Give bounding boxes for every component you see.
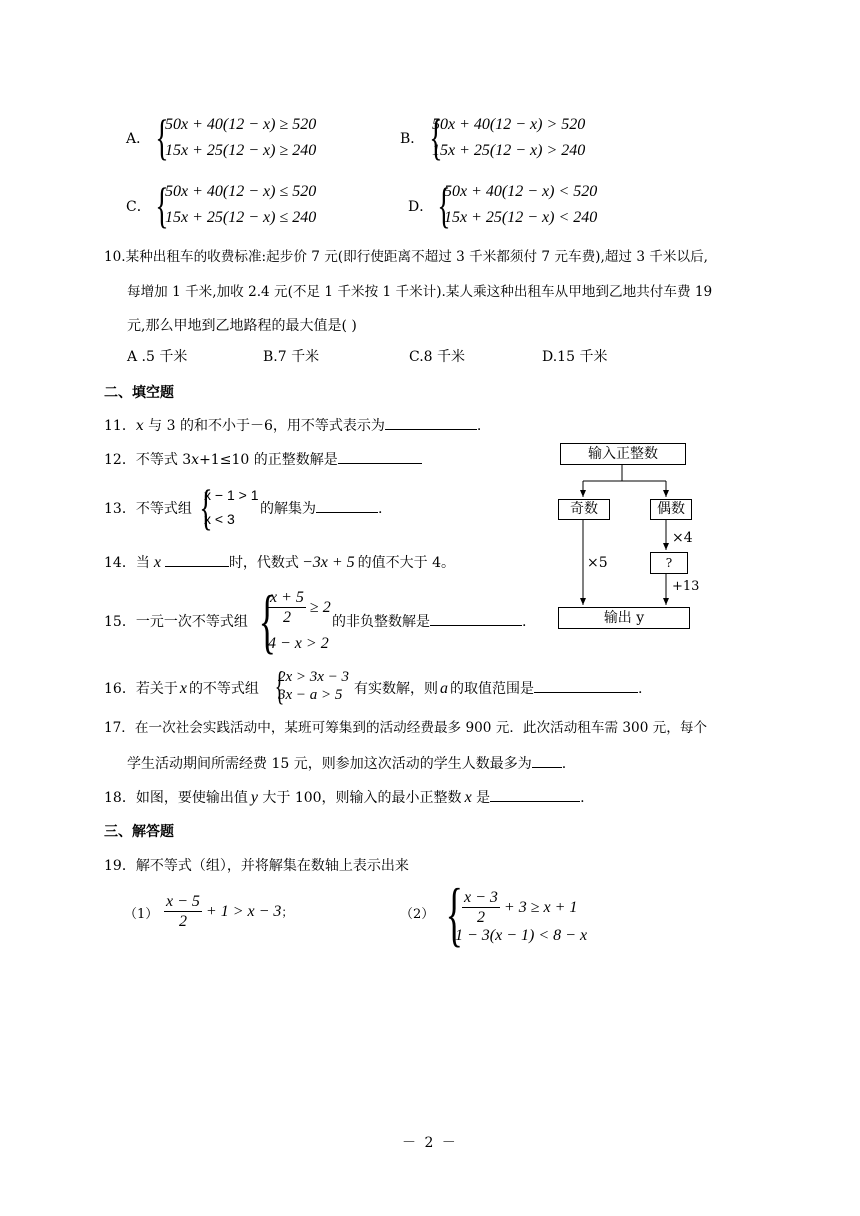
q15-post: 的非负整数解是 xyxy=(332,614,430,630)
q19-part2-rest: + 3 ≥ x + 1 xyxy=(503,899,578,916)
q11-text: 与 3 的和不小于－6，用不等式表示为 xyxy=(143,418,385,434)
q10-option-c: C.8 千米 xyxy=(409,349,466,365)
q17-end: . xyxy=(561,756,567,772)
q11-var-x: x xyxy=(135,418,144,434)
q9-option-d-line1: 50x + 40(12 − x) < 520 xyxy=(444,183,598,200)
q9-option-a-line1: 50x + 40(12 − x) ≥ 520 xyxy=(165,116,317,133)
q17-line1: 17．在一次社会实践活动中，某班可筹集到的活动经费最多 900 元．此次活动租车需 300 元，每个 xyxy=(104,720,708,736)
q13-line2: x < 3 xyxy=(204,511,235,527)
q19-part2-num: x − 3 xyxy=(464,889,498,906)
q18-var-y: y xyxy=(250,789,258,806)
q10-option-d: D.15 千米 xyxy=(542,349,608,365)
q19-part1-num: x − 5 xyxy=(166,893,200,910)
q14-prefix: 14．当 xyxy=(104,555,150,571)
q19-text: 19．解不等式（组），并将解集在数轴上表示出来 xyxy=(104,858,409,874)
q9-option-a-brace: { xyxy=(155,109,169,165)
q15-prefix: 15．一元一次不等式组 xyxy=(104,614,248,630)
q16-line2: 3x − a > 5 xyxy=(278,687,343,703)
q15-brace: { xyxy=(258,581,276,661)
q13-brace: { xyxy=(199,479,213,535)
q10-line2: 每增加 1 千米,加收 2.4 元(不足 1 千米按 1 千米计).某人乘这种出租车从甲地到乙地共付车费 19 xyxy=(127,284,713,300)
q19-part1-label: （1） xyxy=(124,907,159,922)
q12-text: +1≤10 的正整数解是 xyxy=(199,452,338,468)
q16-brace: { xyxy=(274,663,285,708)
q9-option-d-label: D． xyxy=(408,199,434,215)
q9-option-c-label: C． xyxy=(126,199,151,215)
flow-label-plus13: +13 xyxy=(672,579,700,594)
q9-option-b-line1: 50x + 40(12 − x) > 520 xyxy=(432,116,586,133)
q16-var-a: a xyxy=(440,680,448,697)
q15-relation: ≥ 2 xyxy=(309,599,331,616)
q15-fraction-den: 2 xyxy=(282,609,291,626)
q16-prefix: 16．若关于 xyxy=(104,681,178,697)
q16-var-x: x xyxy=(179,680,187,697)
q15-end: . xyxy=(522,614,527,630)
q9-option-c-line2: 15x + 25(12 − x) ≤ 240 xyxy=(165,209,317,226)
flow-box-output: 输出 y xyxy=(558,607,690,629)
q19-part1-end: ； xyxy=(281,905,294,919)
q14-var-x: x xyxy=(153,554,161,571)
q10-line1: 10.某种出租车的收费标准:起步价 7 元(即行使距离不超过 3 千米都须付 7 元车费),超过 3 千米以后, xyxy=(104,249,708,265)
q19-part2-line2: 1 − 3(x − 1) < 8 − x xyxy=(455,927,588,944)
q13-post: 的解集为 xyxy=(260,501,316,517)
q14-expression: −3x + 5 xyxy=(301,554,355,571)
q17-line2: 学生活动期间所需经费 15 元，则参加这次活动的学生人数最多为 xyxy=(127,756,532,772)
q15-line2: 4 − x > 2 xyxy=(268,635,329,652)
q9-option-a-line2: 15x + 25(12 − x) ≥ 240 xyxy=(165,142,317,159)
q13-line1: x − 1 > 1 xyxy=(204,487,259,503)
q16-mid: 的不等式组 xyxy=(188,681,259,697)
q9-option-b-line2: 15x + 25(12 − x) > 240 xyxy=(432,142,586,159)
q16-line1: 2x > 3x − 3 xyxy=(278,669,350,685)
q13-end: . xyxy=(378,501,383,517)
q18-end: . xyxy=(580,790,585,806)
q16-post1: 有实数解，则 xyxy=(354,681,438,697)
page-number: － 2 － xyxy=(402,1135,458,1151)
q12-var-x: x xyxy=(191,452,200,468)
q16-end: . xyxy=(638,681,643,697)
q11-prefix: 11． xyxy=(104,418,136,434)
q9-option-b-label: B． xyxy=(400,131,425,147)
q12-prefix: 12．不等式 3 xyxy=(104,452,192,468)
q18-prefix: 18．如图，要使输出值 xyxy=(104,790,248,806)
q18-mid: 大于 100，则输入的最小正整数 xyxy=(257,790,462,806)
q19-part2-brace: { xyxy=(445,874,463,954)
q10-line3: 元,那么甲地到乙地路程的最大值是( ) xyxy=(127,318,357,334)
q13-prefix: 13．不等式组 xyxy=(104,501,192,517)
q10-option-a: A .5 千米 xyxy=(127,349,188,365)
flow-label-times5: ×5 xyxy=(587,555,608,571)
q19-part2-den: 2 xyxy=(476,909,485,926)
flow-box-input: 输入正整数 xyxy=(560,443,686,465)
q19-part1-rest: + 1 > x − 3 xyxy=(205,903,282,920)
q9-option-c-line1: 50x + 40(12 − x) ≤ 520 xyxy=(165,183,317,200)
q19-part2-label: （2） xyxy=(400,907,435,922)
q9-option-c-brace: { xyxy=(155,177,169,233)
q9-option-d-line2: 15x + 25(12 − x) < 240 xyxy=(444,209,598,226)
q9-option-d-brace: { xyxy=(437,177,451,233)
q19-part1-den: 2 xyxy=(178,913,187,930)
q9-option-a-label: A． xyxy=(126,131,151,147)
q14-mid: 时，代数式 xyxy=(228,555,299,571)
flow-box-unknown: ? xyxy=(650,552,688,574)
q11-end: . xyxy=(476,418,482,434)
section-heading-solve: 三、解答题 xyxy=(104,824,174,840)
q14-post: 的值不大于 4。 xyxy=(357,555,455,571)
q16-post2: 的取值范围是 xyxy=(450,681,534,697)
q18-post: 是 xyxy=(471,790,491,806)
q15-fraction-num: x + 5 xyxy=(270,589,304,606)
flow-box-even: 偶数 xyxy=(650,499,692,520)
flow-label-times4: ×4 xyxy=(672,530,693,546)
q18-var-x: x xyxy=(464,789,472,806)
q10-option-b: B.7 千米 xyxy=(263,349,320,365)
section-heading-fill-in: 二、填空题 xyxy=(104,385,174,401)
flow-box-odd: 奇数 xyxy=(558,499,610,520)
q9-option-b-brace: { xyxy=(429,109,443,165)
